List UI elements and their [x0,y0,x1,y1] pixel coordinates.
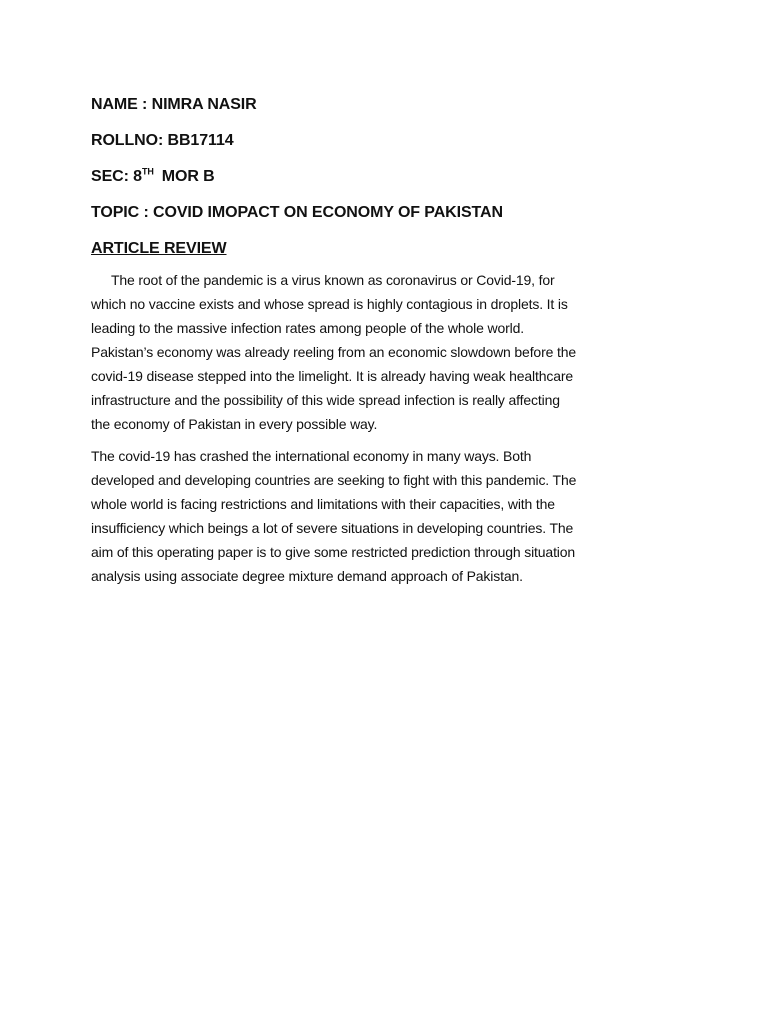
document-content [91,94,691,596]
topic: TOPIC : COVID IMOPACT ON ECONOMY OF PAKISTAN [91,204,503,221]
paragraph-line: The covid-19 has crashed the international economy in many ways. Both [91,448,532,464]
paragraph-2 [91,444,691,588]
paragraph-line: Pakistan’s economy was already reeling from an economic slowdown before the [91,344,576,360]
paragraph-line: whole world is facing restrictions and limitations with their capacities, with the [91,496,555,512]
section-prefix: SEC: 8 [91,168,142,185]
paragraph-line: analysis using associate degree mixture demand approach of Pakistan. [91,568,523,584]
student-name: NAME : NIMRA NASIR [91,96,257,113]
paragraph-line: insufficiency which beings a lot of severe situations in developing countries. The [91,520,574,536]
paragraph-line: infrastructure and the possibility of this wide spread infection is really affecting [91,392,560,408]
paragraph-line: covid-19 disease stepped into the limelight. It is already having weak healthcare [91,368,574,384]
section [91,166,691,188]
paragraph-line: which no vaccine exists and whose spread is highly contagious in droplets. It is [91,296,568,312]
paragraph-line: the economy of Pakistan in every possible way. [91,416,378,432]
paragraph-line: leading to the massive infection rates among people of the whole world. [91,320,524,336]
paragraph-line: aim of this operating paper is to give some restricted prediction through situation [91,544,576,560]
section-class: MOR B [161,168,215,185]
paragraph-1 [91,268,691,436]
paragraph-line: developed and developing countries are seeking to fight with this pandemic. The [91,472,577,488]
article-title: ARTICLE REVIEW [91,240,227,257]
paragraph-line: The root of the pandemic is a virus known as coronavirus or Covid-19, for [111,272,555,288]
section-superscript: TH [141,166,154,177]
roll-number: ROLLNO: BB17114 [91,132,234,149]
